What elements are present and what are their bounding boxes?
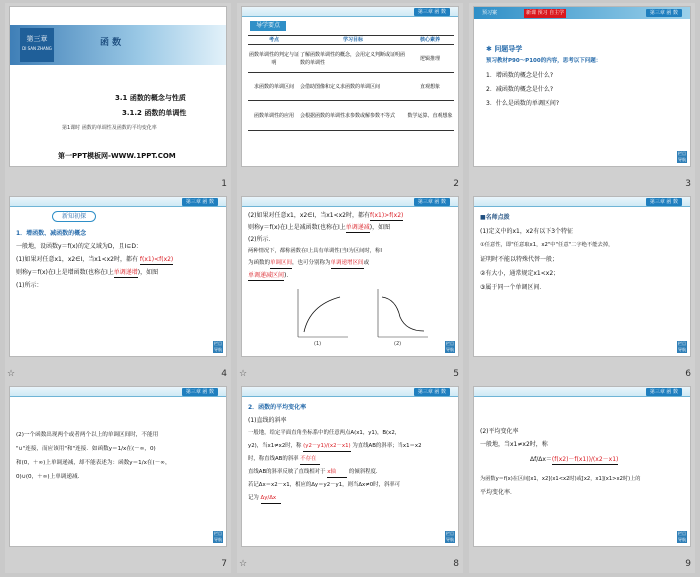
slide-header [474, 387, 690, 397]
text-line: (2)一个函数出现两个或者两个以上的单调区间时，不能用 [16, 432, 159, 438]
chapter-badge: 第三章 函 数 [414, 388, 450, 396]
slide-thumb-6[interactable] [469, 193, 695, 383]
graph-decreasing [370, 287, 430, 347]
text-line: y2)，当x1≠x2时，称 (y2－y1)/(x2－x1) 为直线AB的斜率；当x1＝x2 [248, 442, 422, 452]
text-line: "∪"连接，而应该用"和"连接．如函数y＝1/x在(－∞，0) [16, 446, 156, 452]
slide-number: 2 [453, 179, 459, 189]
slide-2 [241, 6, 459, 167]
graph-increasing [290, 287, 350, 347]
table-cell: 数学运算、直观想象 [407, 112, 453, 119]
text-line: (1)如果对任意x1，x2∈I，当x1<x2时，都有 f(x1)<f(x2) [16, 256, 174, 263]
slide-header [10, 387, 226, 397]
slide-number: 6 [685, 369, 691, 379]
table-cell: 函数单调性的应用 [253, 112, 294, 119]
question-item: 3．什么是函数的单调区间? [486, 100, 560, 107]
back-nav-button[interactable]: 栏目导航 [214, 531, 222, 542]
section-tag: 新知初探 [52, 211, 96, 222]
slide-thumb-2[interactable] [237, 3, 463, 193]
slide-number: 7 [221, 559, 227, 569]
table-row [248, 45, 454, 73]
back-nav-button[interactable]: 栏目导航 [678, 151, 686, 162]
text-line: ②有大小，通常规定x1<x2； [480, 270, 560, 277]
slide-thumb-9[interactable] [469, 383, 695, 573]
slide-header [474, 197, 690, 207]
chapter-label: 第三章 [26, 35, 48, 43]
tips-head: ■名师点拨 [480, 214, 510, 221]
sub-head: (2)平均变化率 [480, 428, 519, 435]
chapter-badge: 第三章 函 数 [646, 388, 682, 396]
slide-number: 1 [221, 179, 227, 189]
sub-head: (1)直线的斜率 [248, 417, 287, 424]
text-line: ①任意性，即"任意取x1，x2"中"任意"二字绝不能去掉， [480, 242, 614, 248]
subsection-title: 3.1.2 函数的单调性 [122, 109, 187, 117]
goals-table [248, 35, 454, 131]
table-cell: 求函数的单调区间 [253, 83, 294, 90]
slide-header [242, 197, 458, 207]
concept-head: 1．增函数、减函数的概念 [16, 230, 87, 237]
chapter-badge: 第三章 函 数 [414, 8, 450, 16]
table-row [248, 73, 454, 101]
star-icon: ☆ [239, 369, 248, 379]
chapter-badge: 第三章 函 数 [182, 388, 218, 396]
star-icon: ☆ [7, 369, 16, 379]
slide-thumb-5[interactable] [237, 193, 463, 383]
text-line: 为函数y＝f(x)在区间[x1，x2](x1<x2时)或[x2，x1](x1>x2时)上的 [480, 476, 641, 482]
question-item: 1．增函数的概念是什么? [486, 72, 554, 79]
table-header [248, 35, 454, 45]
question-icon: ✱ [486, 45, 495, 53]
slide-number: 9 [685, 559, 691, 569]
text-line: 一般地，给定平面直角坐标系中的任意两点A(x1，y1)，B(x2， [248, 430, 401, 436]
text-line: 时，称直线AB的斜率 不存在 [248, 455, 320, 465]
text-line: (1)定义中的x1，x2有以下3个特征 [480, 228, 574, 235]
text-line: 一般地，当x1≠x2时，称 [480, 441, 548, 448]
slide-4 [9, 196, 227, 357]
chapter-box [20, 28, 54, 62]
slide-8 [241, 386, 459, 547]
table-header-cell: 学习目标 [342, 37, 363, 43]
section-tag: 导学要点 [250, 21, 286, 31]
slide-9 [473, 386, 691, 547]
slide-number: 8 [453, 559, 459, 569]
question-head: ✱ 问题导学 [486, 45, 523, 53]
text-line: 则称y＝f(x)在I上是减函数(也称在I上单调递减)，如图 [248, 224, 391, 231]
table-header-cell: 考点 [268, 37, 279, 43]
back-nav-button[interactable]: 栏目导航 [678, 531, 686, 542]
text-line: 0)∪(0，＋∞)上单调递减． [16, 474, 84, 480]
slide-header [10, 197, 226, 207]
chapter-badge: 第三章 函 数 [646, 198, 682, 206]
table-cell: 会根据函数的单调性求参数或解参数不等式 [300, 112, 396, 119]
text-line: 若记Δx＝x2－x1，相应的Δy＝y2－y1，则当Δx≠0时，斜率可 [248, 482, 401, 488]
chapter-badge: 第三章 函 数 [646, 9, 682, 17]
text-line: 则称y＝f(x)在I上是增函数(也称在I上单调递增)，如图 [16, 269, 159, 276]
question-intro: 预习教材P90～P100的内容，思考以下问题： [486, 58, 602, 64]
graph-caption: (1) [314, 341, 322, 347]
slide-1 [9, 6, 227, 167]
slide-header [242, 7, 458, 17]
text-line: 证明时不能以特殊代替一般； [480, 256, 559, 263]
table-cell: 直观想象 [419, 83, 440, 90]
text-line: (1)所示： [16, 282, 43, 289]
text-line: 两种情况下，都称函数在I上具有单调性(当I为区间时，称I [248, 248, 382, 254]
lesson-title: 第1课时 函数的单调性及函数的平均变化率 [62, 125, 157, 131]
slide-thumb-1[interactable] [5, 3, 231, 193]
table-header-cell: 核心素养 [419, 37, 440, 43]
back-nav-button[interactable]: 栏目导航 [214, 341, 222, 352]
slide-3 [473, 6, 691, 167]
preview-label: 新课 预习 自主学 [526, 10, 565, 16]
back-nav-button[interactable]: 栏目导航 [446, 341, 454, 352]
text-line: 单调递减区间)． [248, 272, 293, 279]
slide-7 [9, 386, 227, 547]
slide-number: 3 [685, 179, 691, 189]
question-item: 2．减函数的概念是什么? [486, 86, 554, 93]
table-cell: 了解函数单调性的概念，会用定义判断或证明函数的单调性 [300, 51, 406, 66]
text-line: 和(0，＋∞)上单调递减，却不能表述为：函数y＝1/x在(－∞， [16, 460, 171, 466]
slide-thumb-8[interactable] [237, 383, 463, 573]
back-nav-button[interactable]: 栏目导航 [446, 531, 454, 542]
star-icon: ☆ [239, 559, 248, 569]
text-line: (2)如果对任意x1，x2∈I，当x1<x2时，都有f(x1)>f(x2) [248, 212, 404, 219]
preview-bar [474, 7, 690, 19]
section-title: 3.1 函数的概念与性质 [115, 94, 186, 102]
slide-6 [473, 196, 691, 357]
formula: Δf/Δx＝(f(x2)－f(x1))/(x2－x1) [530, 456, 619, 463]
text-line: 直线AB的斜率反映了直线相对于 x轴 的倾斜程度． [248, 468, 381, 478]
slide-number: 4 [221, 369, 227, 379]
table-row [248, 101, 454, 131]
chapter-badge: 第三章 函 数 [182, 198, 218, 206]
chapter-badge: 第三章 函 数 [414, 198, 450, 206]
preview-tag: 预习案 [482, 10, 498, 16]
graph-caption: (2) [394, 341, 402, 347]
footer-text: 第一PPT模板网-WWW.1PPT.COM [58, 152, 176, 160]
slide-header [242, 387, 458, 397]
table-cell: 函数单调性的判定与证明 [248, 51, 299, 66]
back-nav-button[interactable]: 栏目导航 [678, 341, 686, 352]
slide-title: 函 数 [100, 38, 122, 48]
slide-thumb-4[interactable] [5, 193, 231, 383]
table-cell: 会借助图像和定义求函数的单调区间 [300, 83, 381, 90]
slide-5 [241, 196, 459, 357]
text-line: 为函数的单调区间，也可分别称为单调递增区间或 [248, 259, 369, 269]
concept-head: 2．函数的平均变化率 [248, 404, 307, 411]
text-line: (2)所示． [248, 236, 275, 243]
table-cell: 逻辑推理 [419, 55, 440, 62]
text-line: 平均变化率． [480, 489, 517, 496]
chapter-en: DI SAN ZHANG [22, 46, 52, 51]
text-line: 一般地，设函数y＝f(x)的定义域为D，且I⊆D： [16, 243, 142, 250]
slide-thumb-3[interactable] [469, 3, 695, 193]
text-line: ③属于同一个单调区间． [480, 284, 546, 291]
slide-number: 5 [453, 369, 459, 379]
text-line: 记为 Δy/Δx [248, 494, 281, 504]
slide-thumb-7[interactable] [5, 383, 231, 573]
